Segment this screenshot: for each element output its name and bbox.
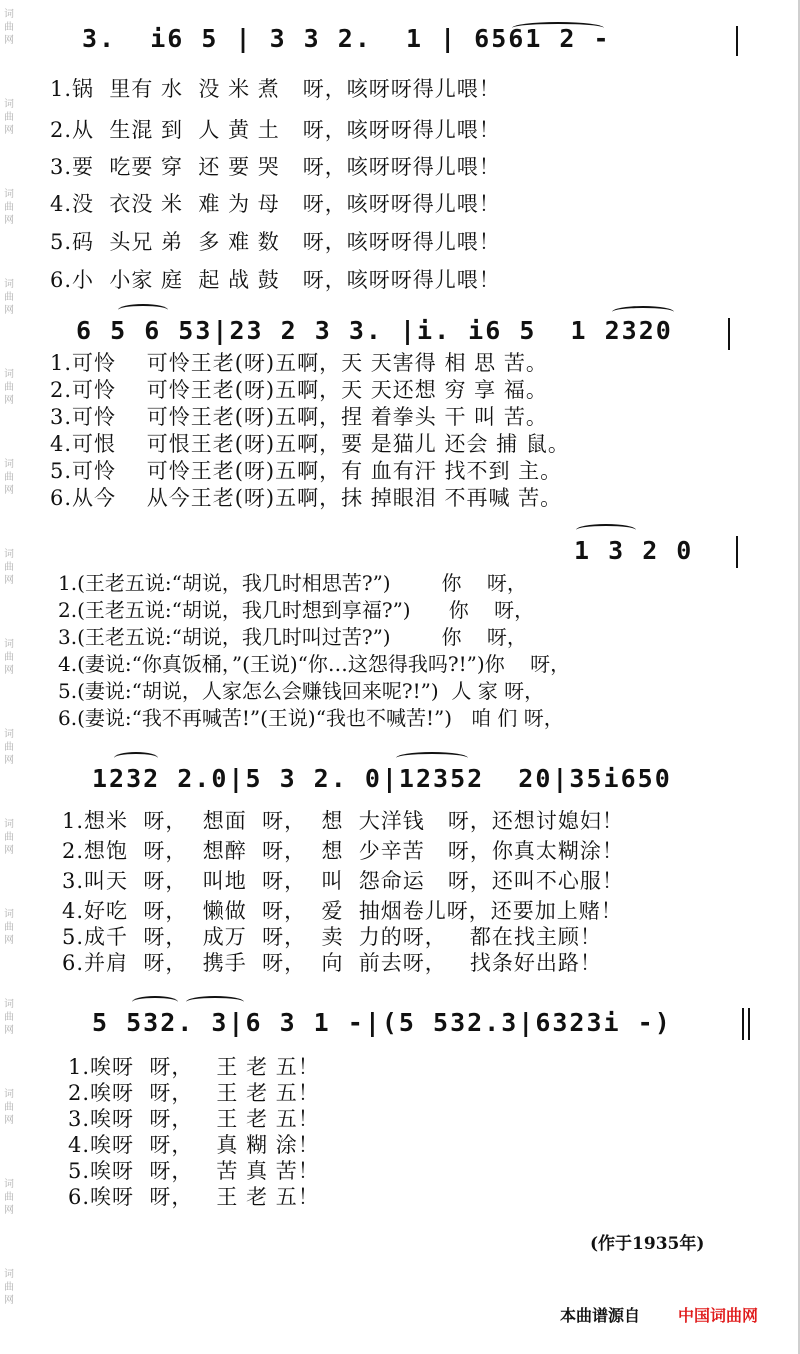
lyric-line: 3.要 吃要 穿 还 要 哭 呀，咳呀呀得儿喂！: [50, 155, 501, 179]
watermark: 词曲网: [4, 369, 14, 406]
lyric-line: 3.叫天 呀， 叫地 呀， 叫 怨命运 呀，还叫不心服！: [62, 869, 624, 893]
lyric-line: 4.没 衣没 米 难 为 母 呀，咳呀呀得儿喂！: [50, 192, 501, 216]
notation-line: 1232 2.0|5 3 2. 0|12352 20|35i650: [92, 764, 672, 793]
lyric-line: 1.唉呀 呀， 王 老 五！: [68, 1055, 320, 1079]
watermark: 词曲网: [4, 9, 14, 46]
lyric-line: 2.从 生混 到 人 黄 土 呀，咳呀呀得儿喂！: [50, 118, 501, 142]
spoken-line: 3.(王老五说:“胡说，我几时叫过苦?”) 你 呀，: [58, 625, 527, 649]
end-barline: [736, 536, 738, 568]
lyric-line: 6.从今 从今王老(呀)五啊，抹 掉眼泪 不再喊 苦。: [50, 486, 563, 510]
watermark: 词曲网: [4, 729, 14, 766]
source-prefix: 本曲谱源自: [560, 1306, 641, 1325]
slur: [118, 304, 168, 316]
lyric-line: 5.唉呀 呀， 苦 真 苦！: [68, 1159, 320, 1183]
lyric-line: 5.码 头兄 弟 多 难 数 呀，咳呀呀得儿喂！: [50, 230, 501, 254]
lyric-line: 1.锅 里有 水 没 米 煮 呀，咳呀呀得儿喂！: [50, 77, 501, 101]
end-barline: [736, 26, 738, 56]
watermark: 词曲网: [4, 1179, 14, 1216]
notation-line: 3. i6 5 | 3 3 2. 1 | 6561 2 -: [82, 24, 611, 53]
slur: [186, 996, 244, 1008]
spoken-line: 4.(妻说:“你真饭桶，”(王说)“你…这怨得我吗?!”)你 呀，: [58, 652, 571, 676]
watermark: 词曲网: [4, 639, 14, 676]
slur: [512, 22, 604, 34]
spoken-line: 1.(王老五说:“胡说，我几时相思苦?”) 你 呀，: [58, 571, 527, 595]
lyric-line: 3.唉呀 呀， 王 老 五！: [68, 1107, 320, 1131]
watermark: 词曲网: [4, 819, 14, 856]
watermark-margin: [0, 0, 20, 1354]
watermark: 词曲网: [4, 1089, 14, 1126]
end-barline: [748, 1008, 750, 1040]
slur: [114, 752, 158, 764]
lyric-line: 3.可怜 可怜王老(呀)五啊，捏 着拳头 干 叫 苦。: [50, 405, 548, 429]
watermark: 词曲网: [4, 999, 14, 1036]
spoken-line: 6.(妻说:“我不再喊苦!”(王说)“我也不喊苦!”) 咱 们 呀，: [58, 706, 564, 730]
lyric-line: 4.唉呀 呀， 真 糊 涂！: [68, 1133, 320, 1157]
slur: [132, 996, 178, 1008]
lyric-line: 5.成千 呀， 成万 呀， 卖 力的呀， 都在找主顾！: [62, 925, 602, 949]
lyric-line: 4.好吃 呀， 懒做 呀， 爱 抽烟卷儿呀，还要加上赌！: [62, 899, 623, 923]
lyric-line: 2.唉呀 呀， 王 老 五！: [68, 1081, 320, 1105]
watermark: 词曲网: [4, 459, 14, 496]
watermark: 词曲网: [4, 1269, 14, 1306]
watermark: 词曲网: [4, 189, 14, 226]
watermark: 词曲网: [4, 279, 14, 316]
spoken-line: 5.(妻说:“胡说，人家怎么会赚钱回来呢?!”) 人 家 呀，: [58, 679, 545, 703]
notation-line: 1 3 2 0: [574, 536, 694, 565]
lyric-line: 2.可怜 可怜王老(呀)五啊，天 天还想 穷 享 福。: [50, 378, 548, 402]
slur: [576, 524, 636, 536]
source-site-link[interactable]: 中国词曲网: [678, 1306, 759, 1325]
lyric-line: 1.可怜 可怜王老(呀)五啊，天 天害得 相 思 苦。: [50, 351, 548, 375]
lyric-line: 6.小 小家 庭 起 战 鼓 呀，咳呀呀得儿喂！: [50, 268, 501, 292]
watermark: 词曲网: [4, 909, 14, 946]
composition-year: (作于1935年): [590, 1234, 705, 1254]
notation-line: 6 5 6 53|23 2 3 3. |i. i6 5 1 2320: [76, 316, 673, 345]
lyric-line: 6.唉呀 呀， 王 老 五！: [68, 1185, 320, 1209]
spoken-line: 2.(王老五说:“胡说，我几时想到享福?”) 你 呀，: [58, 598, 535, 622]
notation-line: 5 532. 3|6 3 1 -|(5 532.3|6323i -): [92, 1008, 672, 1037]
watermark: 词曲网: [4, 549, 14, 586]
lyric-line: 5.可怜 可怜王老(呀)五啊，有 血有汗 找不到 主。: [50, 459, 563, 483]
slur: [612, 306, 674, 318]
end-barline: [728, 318, 730, 350]
slur: [396, 752, 468, 764]
lyric-line: 2.想饱 呀， 想醉 呀， 想 少辛苦 呀，你真太糊涂！: [62, 839, 624, 863]
watermark: 词曲网: [4, 99, 14, 136]
lyric-line: 1.想米 呀， 想面 呀， 想 大洋钱 呀，还想讨媳妇！: [62, 809, 624, 833]
lyric-line: 4.可恨 可恨王老(呀)五啊，要 是猫儿 还会 捕 鼠。: [50, 432, 570, 456]
end-barline: [742, 1008, 744, 1040]
lyric-line: 6.并肩 呀， 携手 呀， 向 前去呀， 找条好出路！: [62, 951, 602, 975]
